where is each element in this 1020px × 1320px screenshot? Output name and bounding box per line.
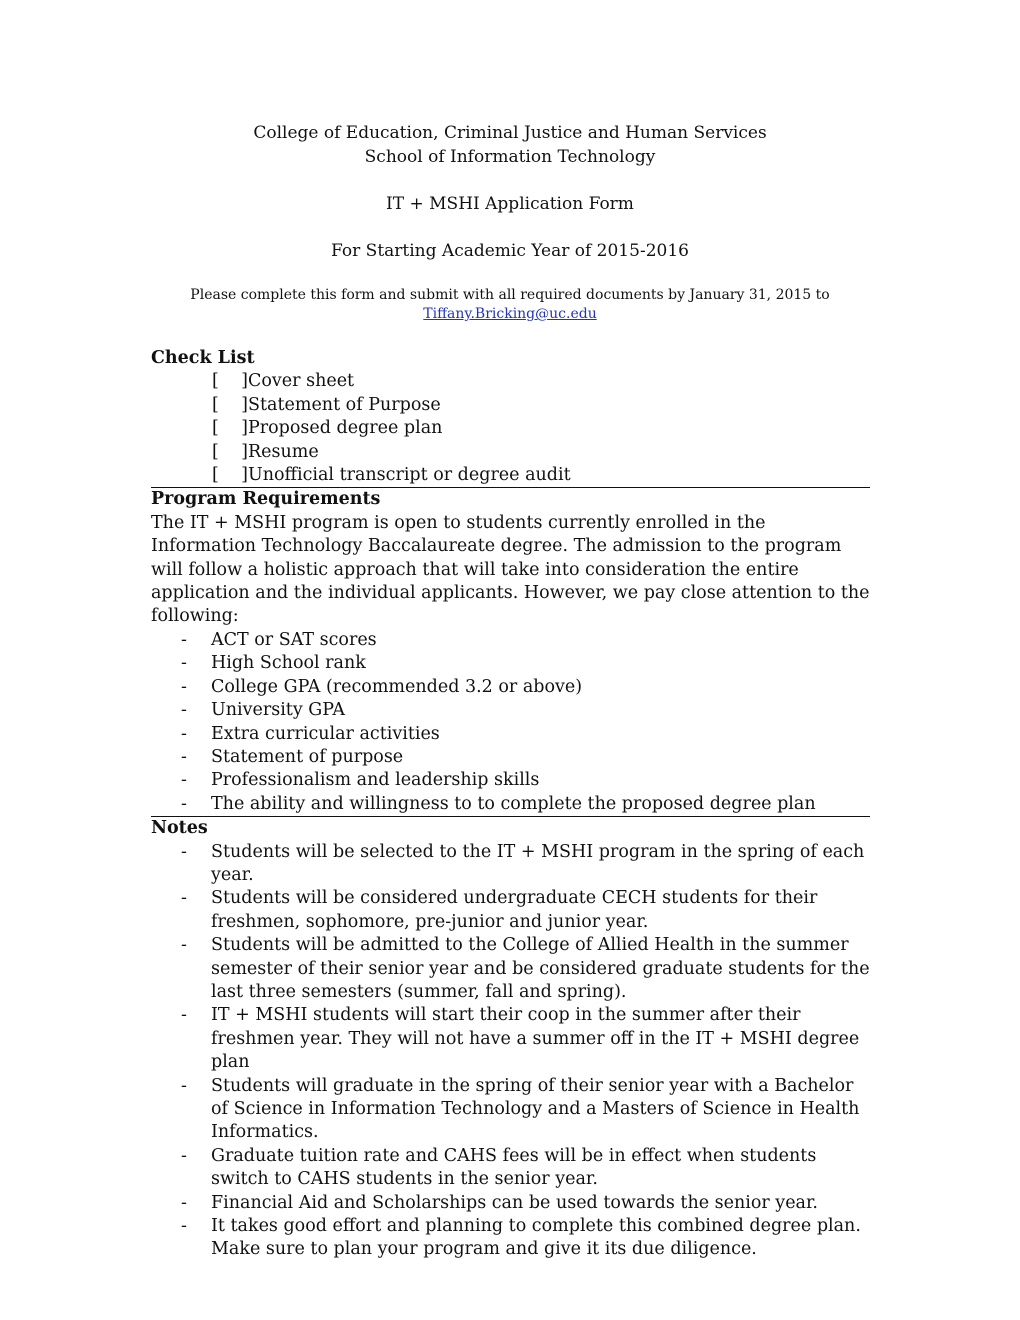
college-name: College of Education, Criminal Justice and Human Services xyxy=(253,123,767,143)
dash-bullet: - xyxy=(181,1005,187,1026)
dash-bullet: - xyxy=(181,1075,187,1096)
checklist-item-label: Cover sheet xyxy=(248,371,355,392)
requirement-text: ACT or SAT scores xyxy=(211,629,377,650)
note-item xyxy=(151,1145,870,1192)
requirement-text: Professionalism and leadership skills xyxy=(211,770,540,791)
note-text: It takes good effort and planning to complete this combined degree plan. Make sure to plan your program and give it its due diligence. xyxy=(211,1216,861,1260)
requirement-item xyxy=(151,699,870,722)
requirement-text: High School rank xyxy=(211,653,366,674)
note-item xyxy=(151,887,870,934)
checkbox[interactable]: [ ] xyxy=(212,371,248,392)
dash-bullet: - xyxy=(181,629,187,650)
email-link[interactable]: Tiffany.Bricking@uc.edu xyxy=(423,306,597,322)
checklist-heading: Check List xyxy=(151,348,255,368)
checklist xyxy=(151,370,870,487)
notes-list xyxy=(151,841,870,1262)
checklist-item-label: Proposed degree plan xyxy=(248,418,443,439)
dash-bullet: - xyxy=(181,653,187,674)
note-text: IT + MSHI students will start their coop in the summer after their freshmen year. They will not have a summer off in the IT + MSHI degree plan xyxy=(211,1005,860,1073)
note-text: Students will be considered undergraduate CECH students for their freshmen, sophomore, pre-junior and junior year. xyxy=(211,888,818,932)
note-text: Students will graduate in the spring of their senior year with a Bachelor of Science in Information Technology and a Masters of Science in Health Informatics. xyxy=(211,1075,860,1143)
note-item xyxy=(151,1192,870,1215)
form-content xyxy=(151,347,870,1262)
requirement-text: College GPA (recommended 3.2 or above) xyxy=(211,676,583,697)
dash-bullet: - xyxy=(181,888,187,909)
requirement-item xyxy=(151,769,870,792)
checklist-item xyxy=(212,394,870,417)
academic-year: For Starting Academic Year of 2015-2016 xyxy=(331,241,689,261)
school-name: School of Information Technology xyxy=(364,147,656,167)
dash-bullet: - xyxy=(181,793,187,814)
checkbox[interactable]: [ ] xyxy=(212,465,248,486)
dash-bullet: - xyxy=(181,770,187,791)
dash-bullet: - xyxy=(181,676,187,697)
note-item xyxy=(151,1075,870,1145)
requirement-text: Extra curricular activities xyxy=(211,723,440,744)
notes-heading: Notes xyxy=(151,818,208,839)
requirement-item xyxy=(151,652,870,675)
dash-bullet: - xyxy=(181,935,187,956)
requirement-item xyxy=(151,676,870,699)
note-text: Graduate tuition rate and CAHS fees will be in effect when students switch to CAHS students in the senior year. xyxy=(211,1145,817,1190)
dash-bullet: - xyxy=(181,723,187,744)
checklist-item xyxy=(212,370,870,393)
checkbox[interactable]: [ ] xyxy=(212,441,248,462)
requirement-item xyxy=(151,746,870,769)
checkbox[interactable]: [ ] xyxy=(212,394,248,415)
requirement-item xyxy=(151,629,870,652)
note-item xyxy=(151,1215,870,1262)
dash-bullet: - xyxy=(181,700,187,721)
note-item xyxy=(151,841,870,888)
checklist-item-label: Unofficial transcript or degree audit xyxy=(248,465,571,486)
checklist-item xyxy=(212,417,870,440)
dash-bullet: - xyxy=(181,1145,187,1166)
note-text: Students will be admitted to the College of Allied Health in the summer semester of their senior year and be considered graduate students for the last three semesters (summer, fall and spring). xyxy=(211,935,870,1002)
checklist-item-label: Resume xyxy=(248,441,319,462)
dash-bullet: - xyxy=(181,1216,187,1237)
checklist-item-label: Statement of Purpose xyxy=(248,394,441,415)
requirement-text: Statement of purpose xyxy=(211,746,404,767)
note-item xyxy=(151,934,870,1004)
requirement-item xyxy=(151,793,870,816)
dash-bullet: - xyxy=(181,1192,187,1213)
dash-bullet: - xyxy=(181,841,187,862)
note-item xyxy=(151,1004,870,1074)
requirement-text: University GPA xyxy=(211,700,346,721)
dash-bullet: - xyxy=(181,746,187,767)
checkbox[interactable]: [ ] xyxy=(212,418,248,439)
instructions-text: Please complete this form and submit with all required documents by January 31, 2015 to xyxy=(190,287,830,303)
requirement-text: The ability and willingness to to complete the proposed degree plan xyxy=(211,793,816,814)
requirements-list xyxy=(151,629,870,816)
checklist-item xyxy=(212,464,870,487)
requirement-item xyxy=(151,723,870,746)
requirements-heading: Program Requirements xyxy=(151,489,381,510)
checklist-item xyxy=(212,441,870,464)
email-line xyxy=(0,305,1020,324)
requirements-intro: The IT + MSHI program is open to students currently enrolled in the Information Technology Baccalaureate degree. The admission to the program will follow a holistic approach that will take into consideration the entire application and the individual applicants. However, we pay close attention to the following: xyxy=(151,512,870,627)
note-text: Financial Aid and Scholarships can be used towards the senior year. xyxy=(211,1192,818,1213)
note-text: Students will be selected to the IT + MSHI program in the spring of each year. xyxy=(211,841,865,885)
form-title: IT + MSHI Application Form xyxy=(386,194,634,214)
